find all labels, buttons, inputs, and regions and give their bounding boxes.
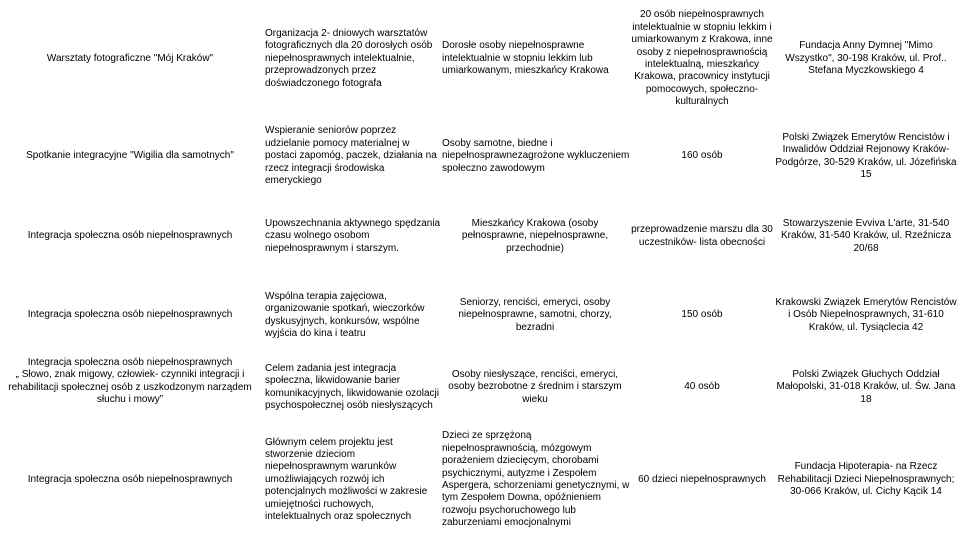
project-goal-text: Wspieranie seniorów poprzez udzielanie pomocy materialnej w postaci zapomóg, paczek, działania na rzecz integracji środowiska emeryckiego xyxy=(265,125,437,187)
target-group-cell xyxy=(438,353,632,422)
organizer-text: Stowarzyszenie Evviva L'arte, 31-540 Kraków, 31-540 Kraków, ul. Rzeźnicza 20/68 xyxy=(780,217,952,254)
participants-text: 150 osób xyxy=(681,309,723,321)
participants-cell xyxy=(632,118,772,195)
organizer-text: Krakowski Związek Emerytów Rencistów i Osób Niepełnosprawnych, 31-610 Kraków, ul. Tysiąclecia 42 xyxy=(775,296,957,333)
project-goal-cell xyxy=(260,422,438,538)
target-group-cell xyxy=(438,278,632,353)
project-title-text: Integracja społeczna osób niepełnosprawnych xyxy=(27,230,233,242)
participants-text: 20 osób niepełnosprawnych intelektualnie w stopniu lekkim i umiarkowanym z Krakowa, inne osoby z niepełnosprawnością intelektualną, mieszkańcy Krakowa, pracownicy instytucji pomocowych, społeczno- kulturalnych xyxy=(631,9,773,108)
project-title-cell xyxy=(0,278,260,353)
target-group-text: Osoby samotne, biedne i niepełnosprawnezagrożone wykluczeniem społeczno zawodowym xyxy=(442,137,630,174)
project-title-text: Warsztaty fotograficzne "Mój Kraków" xyxy=(46,52,214,64)
project-title-text: Integracja społeczna osób niepełnosprawnych „ Słowo, znak migowy, człowiek- czynniki integracji i rehabilitacji społecznej osób z uszkodzonym narządem słuchu i mowy” xyxy=(8,356,252,405)
organizer-text: Polski Związek Głuchych Oddział Małopolski, 31-018 Kraków, ul. Św. Jana 18 xyxy=(776,368,956,405)
project-goal-cell xyxy=(260,353,438,422)
participants-cell xyxy=(632,0,772,118)
project-title-cell xyxy=(0,353,260,422)
organizer-text: Fundacja Anny Dymnej "Mimo Wszystko", 30-198 Kraków, ul. Prof.. Stefana Myczkowskiego 4 xyxy=(785,40,947,77)
organizer-text: Polski Związek Emerytów Rencistów i Inwalidów Oddział Rejonowy Kraków- Podgórze, 30-529 Kraków, ul. Józefińska 15 xyxy=(775,131,957,180)
target-group-text: Dzieci ze sprzężoną niepełnosprawnością, mózgowym porażeniem dziecięcym, chorobami psychicznymi, autyzme i Zespołem Aspergera, schorzeniami genetycznymi, w tym Zespołem Downa, opóźnieniem rozwoju psychoruchowego lub zaburzeniami emocjonalnymi xyxy=(442,430,630,529)
target-group-cell xyxy=(438,422,632,538)
target-group-text: Dorosłe osoby niepełnosprawne intelektualnie w stopniu lekkim lub umiarkowanym, mieszkańcy Krakowa xyxy=(442,40,609,77)
organizer-cell xyxy=(772,0,960,118)
project-goal-cell xyxy=(260,195,441,278)
project-goal-text: Upowszechnania aktywnego spędzania czasu wolnego osobom niepełnosprawnym i starszym. xyxy=(265,217,441,254)
target-group-cell xyxy=(438,118,632,195)
organizer-cell xyxy=(772,195,960,278)
project-title-text: Spotkanie integracyjne "Wigilia dla samotnych" xyxy=(26,150,234,162)
project-goal-cell xyxy=(260,118,438,195)
target-group-cell xyxy=(438,0,632,118)
project-title-cell xyxy=(0,422,260,538)
project-title-cell xyxy=(0,0,260,118)
participants-text: przeprowadzenie marszu dla 30 uczestników- lista obecności xyxy=(631,224,773,248)
participants-text: 160 osób xyxy=(681,150,723,162)
organizer-cell xyxy=(772,422,960,538)
project-goal-text: Głównym celem projektu jest stworzenie dzieciom niepełnosprawnym warunków umożliwiających rozwój ich potencjalnych możliwości w zakresie umiejętności ruchowych, intelektualnych oraz społecznych xyxy=(265,436,428,523)
participants-text: 60 dzieci niepełnosprawnych xyxy=(638,473,766,485)
project-goal-text: Celem zadania jest integracja społeczna, likwidowanie barier komunikacyjnych, likwidowanie ozolacji psychospołecznej osób niesłyszących xyxy=(265,362,439,411)
participants-text: 40 osób xyxy=(684,381,720,393)
organizer-cell xyxy=(772,118,960,195)
project-goal-cell xyxy=(260,278,438,353)
organizer-cell xyxy=(772,353,960,422)
project-goal-cell xyxy=(260,0,438,118)
project-goal-text: Organizacja 2- dniowych warsztatów fotograficznych dla 20 dorosłych osób niepełnosprawnych intelektualnie, przeprowadzonych przez doświadczonego fotografa xyxy=(265,27,433,89)
organizer-cell xyxy=(772,278,960,353)
target-group-text: Seniorzy, renciści, emeryci, osoby niepełnosprawne, samotni, chorzy, bezradni xyxy=(458,296,612,333)
project-title-cell xyxy=(0,195,260,278)
project-title-cell xyxy=(0,118,260,195)
project-title-text: Integracja społeczna osób niepełnosprawnych xyxy=(27,309,233,321)
participants-cell xyxy=(632,278,772,353)
project-goal-text: Wspólna terapia zajęciowa, organizowanie spotkań, wieczorków dyskusyjnych, konkursów, wspólne wyjścia do kina i teatru xyxy=(265,290,425,339)
target-group-text: Osoby niesłyszące, renciści, emeryci, osoby bezrobotne z średnim i starszym wieku xyxy=(448,368,622,405)
target-group-cell xyxy=(438,195,632,278)
participants-cell xyxy=(632,422,772,538)
project-title-text: Integracja społeczna osób niepełnosprawnych xyxy=(27,473,233,485)
target-group-text: Mieszkańcy Krakowa (osoby pełnosprawne, niepełnosprawne, przechodnie) xyxy=(461,217,609,254)
participants-cell xyxy=(632,353,772,422)
participants-cell xyxy=(632,195,772,278)
organizer-text: Fundacja Hipoterapia- na Rzecz Rehabilitacji Dzieci Niepełnosprawnych; 30-066 Kraków, ul. Cichy Kącik 14 xyxy=(777,461,955,498)
